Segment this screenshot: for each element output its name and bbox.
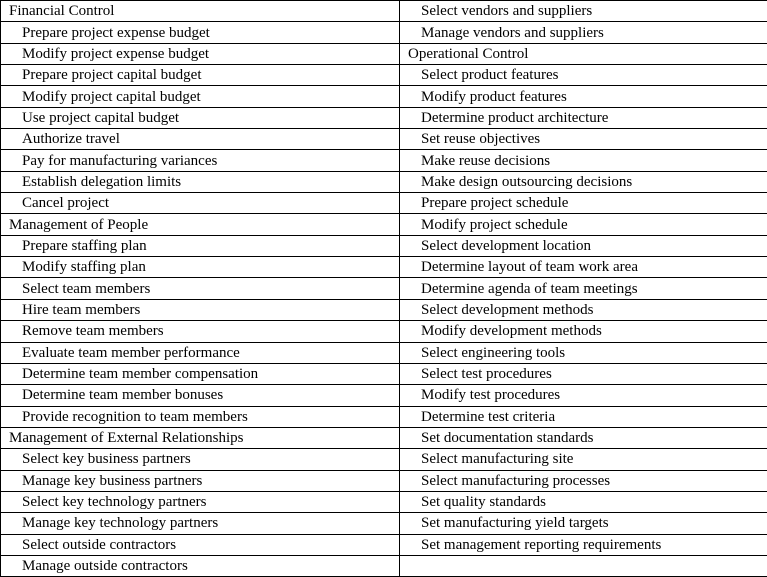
category-heading-cell: Management of People — [1, 214, 400, 235]
decision-item-cell: Set management reporting requirements — [400, 534, 767, 555]
decision-item-cell: Select development methods — [400, 299, 767, 320]
decision-item-cell: Manage vendors and suppliers — [400, 22, 767, 43]
table-row — [1, 150, 767, 171]
decision-item-cell: Evaluate team member performance — [1, 342, 400, 363]
table-row — [1, 257, 767, 278]
decision-item-cell: Select engineering tools — [400, 342, 767, 363]
decision-item-cell: Manage key technology partners — [1, 513, 400, 534]
decision-item-cell: Cancel project — [1, 193, 400, 214]
decision-item-cell: Prepare staffing plan — [1, 235, 400, 256]
decision-item-cell: Select product features — [400, 65, 767, 86]
decision-item-cell: Modify product features — [400, 86, 767, 107]
decision-item-cell: Select test procedures — [400, 363, 767, 384]
decision-item-cell: Determine layout of team work area — [400, 257, 767, 278]
decision-item-cell: Select key technology partners — [1, 491, 400, 512]
decision-item-cell: Authorize travel — [1, 129, 400, 150]
decision-item-cell: Select manufacturing processes — [400, 470, 767, 491]
table-row — [1, 22, 767, 43]
decision-item-cell: Determine test criteria — [400, 406, 767, 427]
decision-item-cell: Pay for manufacturing variances — [1, 150, 400, 171]
decision-item-cell: Prepare project expense budget — [1, 22, 400, 43]
decision-item-cell: Establish delegation limits — [1, 171, 400, 192]
decision-item-cell: Prepare project schedule — [400, 193, 767, 214]
category-heading-cell: Operational Control — [400, 43, 767, 64]
decision-item-cell: Set documentation standards — [400, 427, 767, 448]
table-row — [1, 406, 767, 427]
decision-item-cell: Set quality standards — [400, 491, 767, 512]
table-row — [1, 129, 767, 150]
table-body — [1, 1, 767, 577]
empty-cell — [400, 555, 767, 576]
decision-item-cell: Make reuse decisions — [400, 150, 767, 171]
decision-item-cell: Determine agenda of team meetings — [400, 278, 767, 299]
decision-item-cell: Determine team member compensation — [1, 363, 400, 384]
decision-item-cell: Select team members — [1, 278, 400, 299]
decision-item-cell: Hire team members — [1, 299, 400, 320]
table-row — [1, 427, 767, 448]
table-row — [1, 470, 767, 491]
decision-item-cell: Modify development methods — [400, 321, 767, 342]
table-row — [1, 449, 767, 470]
table-row — [1, 513, 767, 534]
decision-item-cell: Manage outside contractors — [1, 555, 400, 576]
decision-item-cell: Modify project expense budget — [1, 43, 400, 64]
decision-item-cell: Select key business partners — [1, 449, 400, 470]
table-row — [1, 321, 767, 342]
decision-item-cell: Select development location — [400, 235, 767, 256]
decision-item-cell: Select outside contractors — [1, 534, 400, 555]
table-row — [1, 1, 767, 22]
decision-item-cell: Determine product architecture — [400, 107, 767, 128]
decision-item-cell: Manage key business partners — [1, 470, 400, 491]
table-row — [1, 214, 767, 235]
decision-item-cell: Set reuse objectives — [400, 129, 767, 150]
table-row — [1, 193, 767, 214]
decision-item-cell: Remove team members — [1, 321, 400, 342]
table-row — [1, 299, 767, 320]
decision-item-cell: Use project capital budget — [1, 107, 400, 128]
category-heading-cell: Management of External Relationships — [1, 427, 400, 448]
table-row — [1, 342, 767, 363]
table-row — [1, 171, 767, 192]
table-row — [1, 491, 767, 512]
decision-item-cell: Prepare project capital budget — [1, 65, 400, 86]
decision-item-cell: Make design outsourcing decisions — [400, 171, 767, 192]
table-row — [1, 65, 767, 86]
table-row — [1, 107, 767, 128]
table-row — [1, 534, 767, 555]
decision-item-cell: Provide recognition to team members — [1, 406, 400, 427]
decision-item-cell: Determine team member bonuses — [1, 385, 400, 406]
decision-item-cell: Select vendors and suppliers — [400, 1, 767, 22]
category-heading-cell: Financial Control — [1, 1, 400, 22]
table-row — [1, 278, 767, 299]
table-row — [1, 235, 767, 256]
decision-item-cell: Set manufacturing yield targets — [400, 513, 767, 534]
table-row — [1, 385, 767, 406]
decision-item-cell: Modify project schedule — [400, 214, 767, 235]
table-row — [1, 363, 767, 384]
table-row — [1, 555, 767, 576]
decision-item-cell: Modify test procedures — [400, 385, 767, 406]
table-row — [1, 43, 767, 64]
decision-item-cell: Modify project capital budget — [1, 86, 400, 107]
decision-item-cell: Select manufacturing site — [400, 449, 767, 470]
table-row — [1, 86, 767, 107]
decision-item-cell: Modify staffing plan — [1, 257, 400, 278]
